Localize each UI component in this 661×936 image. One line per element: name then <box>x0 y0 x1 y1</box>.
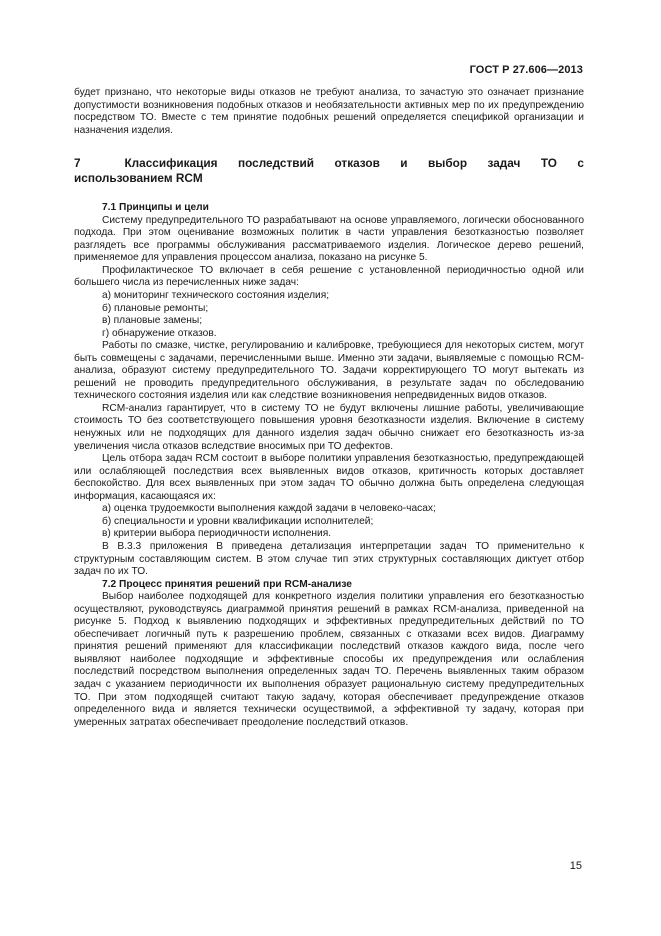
section-7-title-line-2: использованием RCM <box>74 171 203 186</box>
section-number: 7 <box>74 156 81 171</box>
page-content <box>74 87 584 729</box>
paragraph: Цель отбора задач RCM состоит в выборе политики управления безотказностью, предупреждающей или ослабляющей последствия всех выявленных видов отказов, критичность которых доставляет беспокойство. Для всех выявленных при этом задач ТО обычно должна быть определена следующая информация, касающаяся их: <box>74 453 584 502</box>
title-word: Классификация <box>124 156 218 171</box>
list-item: а) оценка трудоемкости выполнения каждой задачи в человеко-часах; <box>102 503 436 515</box>
paragraph: В В.3.3 приложения В приведена детализация интерпретации задач ТО применительно к структурным составляющим систем. В этом случае тип этих структурных составляющих диктует отбор задач по их ТО. <box>74 540 584 578</box>
paragraph: Систему предупредительного ТО разрабатывают на основе управляемого, логически обоснованного подхода. При этом оценивание возможных политик в части управления безотказностью позволяет разглядеть все программы обслуживания рассматриваемого изделия. Логическое дерево решений, применяемое для управления процессом анализа, показано на рисунке 5. <box>74 214 584 264</box>
paragraph: RCM-анализ гарантирует, что в систему ТО не будут включены лишние работы, увеличивающие стоимость ТО без соответствующего повышения уровня безотказности изделия. Включение в систему ненужных или не подходящих для данного изделия задач обычно снижает его безотказность из-за увеличения числа отказов вследствие вносимых при ТО дефектов. <box>74 402 584 452</box>
list-item: а) мониторинг технического состояния изделия; <box>102 290 330 302</box>
title-word: выбор <box>428 156 468 171</box>
paragraph: Выбор наиболее подходящей для конкретного изделия политики управления его безотказностью осуществляют, руководствуясь диаграммой принятия решений в рамках RCM-анализа, приведенной на рисунке 5. Подход к выявлению подходящих и эффективных предупредительных действий по ТО обеспечивает логичный путь к разрешению проблем, связанных с отказами всех видов. Диаграмму принятия решений применяют для классификации последствий отказов каждого вида, после чего выявляют наиболее подходящие и эффективные способы их предупреждения или ослабления последствий посредством выполнения определенных задач ТО. Перечень выявленных таким образом задач с указанием периодичности их выполнения образует рациональную систему предупредительных ТО. При этом подходящей считают такую задачу, которая обеспечивает предупреждение отказов определенного вида и является технически осуществимой, а эффективной ту задачу, которая при умеренных затратах обеспечивает преодоление последствий отказов. <box>74 591 584 728</box>
subsection-7-1-title: 7.1 Принципы и цели <box>102 202 209 214</box>
section-7-title-line-1 <box>74 156 584 171</box>
page-number: 15 <box>569 860 582 872</box>
title-word: последствий <box>237 156 315 171</box>
list-item: б) специальности и уровни квалификации исполнителей; <box>102 515 374 527</box>
subsection-7-2-title: 7.2 Процесс принятия решений при RCM-анализе <box>102 578 352 590</box>
list-item: г) обнаружение отказов. <box>102 327 217 339</box>
title-word: ТО <box>540 156 557 171</box>
title-word: и <box>400 156 408 171</box>
document-code: ГОСТ Р 27.606—2013 <box>469 64 583 76</box>
paragraph: Профилактическое ТО включает в себя решение с установленной периодичностью одной или большего числа из перечисленных ниже задач: <box>74 264 584 289</box>
intro-paragraph: будет признано, что некоторые виды отказов не требуют анализа, то зачастую это означает признание допустимости возникновения подобных отказов и необязательности активных мер по их предупреждению посредством ТО. Вместе с тем принятие подобных решений определяется спецификой организации и назначения изделия. <box>74 87 584 136</box>
title-word: с <box>577 156 584 171</box>
list-item: в) критерии выбора периодичности исполнения. <box>102 528 332 540</box>
title-word: задач <box>487 156 521 171</box>
list-item: б) плановые ремонты; <box>102 302 209 314</box>
paragraph: Работы по смазке, чистке, регулированию и калибровке, требующиеся для некоторых систем, могут быть совмещены с задачами, перечисленными выше. Именно эти задачи, выявляемые с помощью RCM-анализа, образуют систему предупредительного ТО. Задачи корректирующего ТО могут вытекать из решений не проводить предупредительного обслуживания, в результате задач по обследованию технического состояния изделия или как следствие возникновения непредвиденных видов отказов. <box>74 340 584 402</box>
section-7-heading <box>74 156 584 186</box>
list-item: в) плановые замены; <box>102 315 203 327</box>
title-word: отказов <box>334 156 380 171</box>
